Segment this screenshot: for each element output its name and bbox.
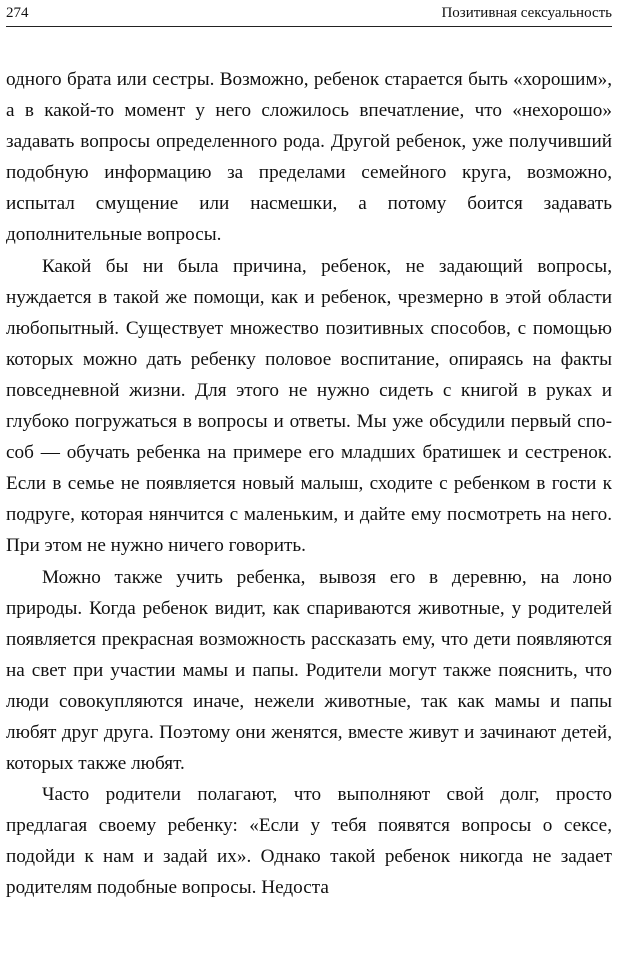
header-rule: [6, 26, 612, 27]
paragraph-3: Можно также учить ребенка, вывозя его в деревню, на лоно природы. Когда ребенок видит, как спариваются животные, у родителей появляется прекрасная возможность рассказать ему, что дети появляются на свет при участии мамы и папы. Родители могут также пояснить, что люди совокупляются иначе, нежели животные, так как мамы и папы любят друг друга. Поэтому они женятся, вместе живут и зачинают детей, которых также любят.: [6, 566, 612, 775]
page-number: 274: [6, 5, 29, 21]
paragraph-1: одного брата или сестры. Возможно, ребенок старается быть «хорошим», а в какой-то момент у него сложилось впечатление, что «нехорошо» задавать вопросы определенного рода. Другой ребенок, уже получивший подобную информацию за пределами семейного круга, возможно, испытал смущение или насмешки, а потому боится задавать дополнительные вопросы.: [6, 69, 612, 246]
page-header: [6, 2, 612, 26]
running-title: Позитивная сексуальность: [441, 5, 612, 21]
body-text: [6, 64, 612, 904]
paragraph-2: Какой бы ни была причина, ребенок, не задающий вопросы, нуждается в такой же помощи, как и ребенок, чрезмерно в этой области любопытный. Существует множество позитивных способов, с помощью которых можно дать ребенку половое воспитание, опираясь на факты повседневной жизни. Для этого не нужно сидеть с книгой в руках и глубоко погружаться в вопросы и ответы. Мы уже обсудили первый способ — обучать ребенка на примере его младших братишек и сестренок. Если в семье не появляется новый малыш, сходите с ребенком в гости к подруге, которая нянчится с маленьким, и дайте ему посмотреть на него. При этом не нужно ничего говорить.: [6, 255, 612, 557]
paragraph-4: Часто родители полагают, что выполняют свой долг, просто предлагая своему ребенку: «Если у тебя появятся вопросы о сексе, подойди к нам и задай их». Однако такой ребенок никогда не задает родителям подобные вопросы. Недоста: [6, 784, 612, 899]
